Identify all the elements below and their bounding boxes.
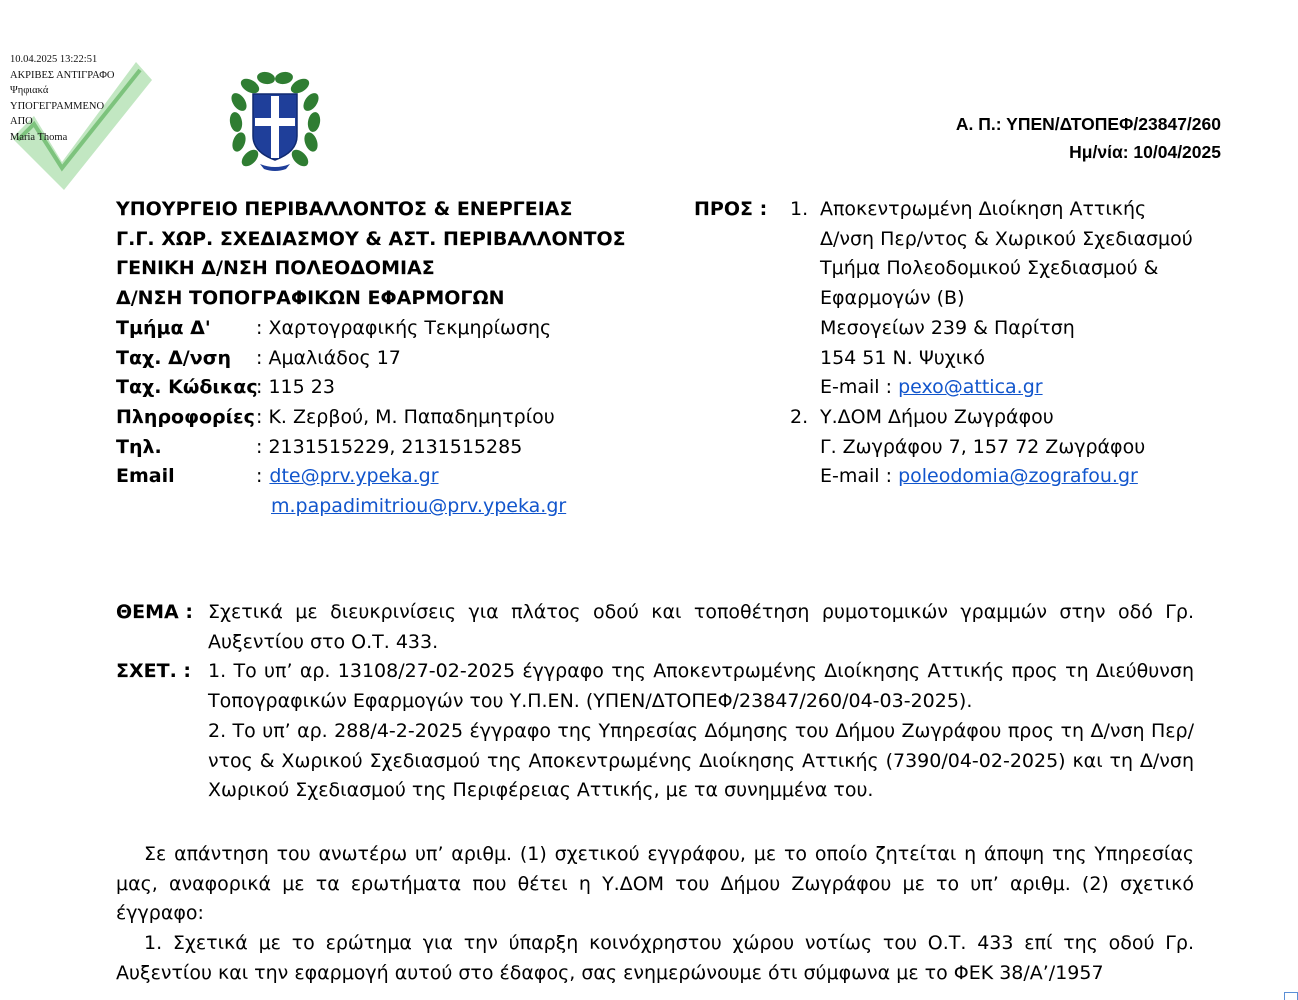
subject-label: ΘΕΜΑ : (116, 601, 193, 623)
recipient-line: Δ/νση Περ/ντος & Χωρικού Σχεδιασμού (820, 227, 1193, 250)
recipients-label: ΠΡΟΣ : (694, 198, 768, 220)
recipient-line: Υ.ΔΟΜ Δήμου Ζωγράφου (820, 406, 1054, 428)
recipient-1-text (820, 195, 1193, 403)
subject-block (116, 598, 1194, 806)
ministry-name: ΥΠΟΥΡΓΕΙΟ ΠΕΡΙΒΑΛΛΟΝΤΟΣ & ΕΝΕΡΓΕΙΑΣ (116, 198, 573, 220)
secretariat-name: Γ.Γ. ΧΩΡ. ΣΧΕΔΙΑΣΜΟΥ & ΑΣΤ. ΠΕΡΙΒΑΛΛΟΝΤΟΣ (116, 227, 626, 250)
protocol-info (956, 110, 1221, 166)
recipient-line: Εφαρμογών (Β) (820, 287, 965, 310)
letter-body (116, 840, 1194, 989)
body-intro: Σε απάντηση του ανωτέρω υπ’ αριθμ. (1) σχετικού εγγράφου, με το οποίο ζητείται η άποψη της Υπηρεσίας μας, αναφορικά με τα ερωτήματα που θέτει η Υ.ΔΟΜ του Δήμου Ζωγράφου με το υπ’ αριθμ. (2) σχετικό έγγραφο: (116, 843, 1194, 925)
general-directorate-name: ΓΕΝΙΚΗ Δ/ΝΣΗ ΠΟΛΕΟΔΟΜΙΑΣ (116, 257, 435, 280)
department-row (116, 314, 626, 344)
recipient-line: Αποκεντρωμένη Διοίκηση Αττικής (820, 198, 1147, 220)
sender-block (116, 195, 626, 522)
directorate-name: Δ/ΝΣΗ ΤΟΠΟΓΡΑΦΙΚΩΝ ΕΦΑΡΜΟΓΩΝ (116, 287, 505, 310)
signature-line: ΑΚΡΙΒΕΣ ΑΝΤΙΓΡΑΦΟ (10, 69, 115, 81)
recipient-2-email-line (820, 462, 1145, 492)
postcode-row (116, 373, 626, 403)
digital-signature-stamp (10, 52, 115, 145)
email-colon: : (256, 465, 263, 488)
email-link-pexo[interactable]: pexo@attica.gr (898, 376, 1043, 399)
phone-row (116, 433, 626, 463)
recipient-2-text (820, 403, 1145, 492)
recipient-line: Μεσογείων 239 & Παρίτση (820, 316, 1075, 339)
phone-value: : 2131515229, 2131515285 (256, 435, 523, 458)
subject-row (116, 598, 1194, 657)
scroll-indicator[interactable] (1284, 992, 1298, 1000)
signature-line: Ψηφιακά (10, 85, 49, 96)
recipient-2-number: 2. (790, 406, 809, 428)
protocol-number: Α. Π.: ΥΠΕΝ/ΔΤΟΠΕΦ/23847/260 (955, 114, 1221, 134)
email-prefix: E-mail : (820, 376, 899, 399)
email-link-poleodomia[interactable]: poleodomia@zografou.gr (898, 465, 1138, 488)
postcode-value: : 115 23 (256, 376, 335, 399)
phone-label: Τηλ. (116, 435, 162, 458)
signature-line: ΑΠΟ (10, 116, 33, 127)
recipient-line: 154 51 Ν. Ψυχικό (820, 346, 985, 369)
recipient-line: Γ. Ζωγράφου 7, 157 72 Ζωγράφου (820, 435, 1146, 458)
info-value: : Κ. Ζερβού, Μ. Παπαδημητρίου (256, 405, 555, 428)
signature-line: ΥΠΟΓΕΓΡΑΜΜΕΝΟ (10, 100, 105, 112)
email-prefix: E-mail : (820, 465, 899, 488)
reference-row (116, 657, 1194, 806)
postcode-label: Ταχ. Κώδικας (116, 376, 258, 399)
reference-item-2: 2. Το υπ’ αρ. 288/4-2-2025 έγγραφο της Υπηρεσίας Δόμησης του Δήμου Ζωγράφου προς τη Δ/νση Περ/ντος & Χωρικού Σχεδιασμού της Αποκεντρωμένης Διοίκησης Αττικής (7390/04-02-2025) και τη Δ/νση Χωρικού Σχεδιασμού της Περιφέρειας Αττικής, με τα συνημμένα του. (208, 719, 1194, 802)
email-row (116, 462, 626, 492)
recipient-1-email-line (820, 373, 1193, 403)
body-point-1: 1. Σχετικά με το ερώτημα για την ύπαρξη κοινόχρηστου χώρου νοτίως του Ο.Τ. 433 επί της οδού Γρ. Αυξεντίου και την εφαρμογή αυτού στο έδαφος, σας ενημερώνουμε ότι σύμφωνα με το ΦΕΚ 38/Α’/1957 (116, 932, 1194, 984)
info-row (116, 403, 626, 433)
reference-item-1: 1. Το υπ’ αρ. 13108/27-02-2025 έγγραφο της Αποκεντρωμένης Διοίκησης Αττικής προς τη Διεύθυνση Τοπογραφικών Εφαρμογών του Υ.Π.ΕΝ. (ΥΠΕΝ/ΔΤΟΠΕΦ/23847/260/04-03-2025). (208, 660, 1194, 713)
department-value: : Χαρτογραφικής Τεκμηρίωσης (256, 316, 552, 339)
email-link-papadimitriou[interactable]: m.papadimitriou@prv.ypeka.gr (271, 495, 567, 518)
greek-emblem-icon (222, 70, 328, 172)
subject-text: Σχετικά με διευκρινίσεις για πλάτος οδού και τοποθέτηση ρυμοτομικών γραμμών στην οδό Γρ. Αυξεντίου στο Ο.Τ. 433. (208, 601, 1194, 653)
email-indent (116, 492, 256, 522)
recipient-line: Τμήμα Πολεοδομικού Σχεδιασμού & (820, 257, 1159, 280)
email-link-dte[interactable]: dte@prv.ypeka.gr (269, 465, 439, 488)
department-label: Τμήμα Δ' (116, 316, 211, 339)
recipient-1-number: 1. (790, 198, 809, 220)
address-row (116, 344, 626, 374)
signature-signer: Maria Thoma (10, 131, 68, 143)
protocol-date: Ημ/νία: 10/04/2025 (1069, 142, 1221, 162)
signature-timestamp: 10.04.2025 13:22:51 (10, 54, 98, 65)
reference-label: ΣΧΕΤ. : (116, 660, 191, 683)
address-label: Ταχ. Δ/νση (116, 346, 232, 369)
info-label: Πληροφορίες (116, 405, 255, 428)
email-label: Email (116, 465, 175, 488)
address-value: : Αμαλιάδος 17 (256, 346, 401, 369)
email-row-2 (116, 492, 626, 522)
